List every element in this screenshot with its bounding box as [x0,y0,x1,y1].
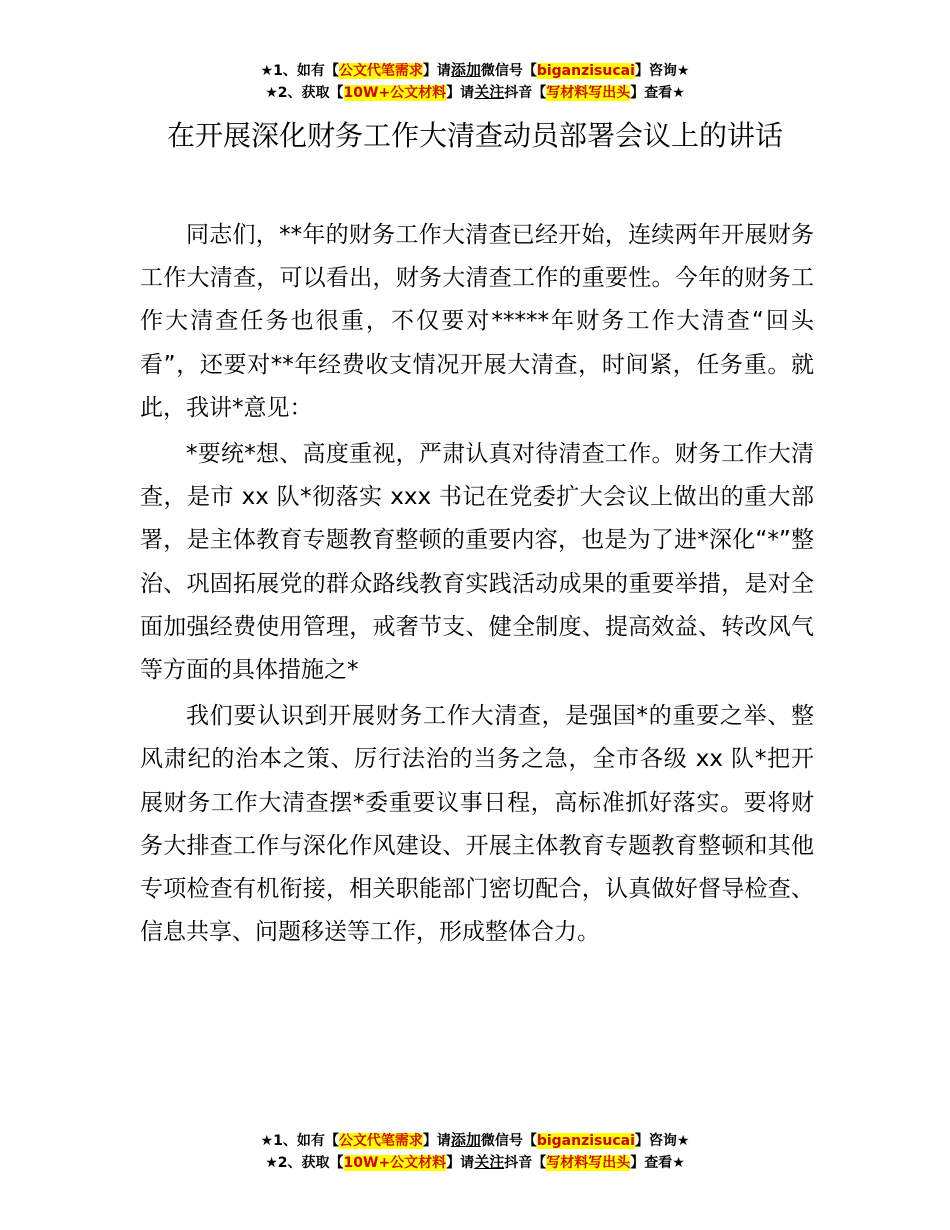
banner-emphasis: 关注 [474,83,505,101]
footer-banner [0,1129,950,1173]
banner-emphasis: 添加 [450,1131,481,1149]
banner-text: 】查看★ [630,1155,685,1171]
banner-highlight-douyin-id: 写材料写出头 [546,85,631,101]
banner-text: ★2、获取【 [265,85,344,101]
document-body [140,214,814,957]
banner-highlight-wechat-id: biganzisucai [536,63,635,79]
banner-highlight-materials: 10W+公文材料 [343,1155,447,1171]
banner-text: ★2、获取【 [265,1155,344,1171]
body-paragraph: *要统*想、高度重视，严肃认真对待清查工作。财务工作大清查，是市 xx 队*彻落实 xxx 书记在党委扩大会议上做出的重大部署，是主体教育专题教育整顿的重要内容，也是为了进*深化“*”整治、巩固拓展党的群众路线教育实践活动成果的重要举措，是对全面加强经费使用管理，戒奢节支、健全制度、提高效益、转改风气等方面的具体措施之* [140,441,814,684]
body-paragraph: 同志们，**年的财务工作大清查已经开始，连续两年开展财务工作大清查，可以看出，财务大清查工作的重要性。今年的财务工作大清查任务也很重，不仅要对*****年财务工作大清查“回头看”，还要对**年经费收支情况开展大清查，时间紧，任务重。就此，我讲*意见： [140,222,814,421]
banner-text: 】请 [422,1133,451,1149]
banner-text: 】查看★ [630,85,685,101]
document-title: 在开展深化财务工作大清查动员部署会议上的讲话 [166,119,783,152]
banner-text: 】咨询★ [634,63,690,79]
banner-emphasis: 关注 [474,1153,505,1171]
banner-emphasis: 添加 [450,61,481,79]
banner-line-1 [0,59,950,81]
banner-line-2 [0,1151,950,1173]
banner-highlight-wechat-id: biganzisucai [536,1133,635,1149]
banner-text: 微信号【 [480,1133,537,1149]
banner-highlight-service: 公文代笔需求 [338,63,423,79]
banner-highlight-materials: 10W+公文材料 [343,85,447,101]
banner-text: 】请 [422,63,451,79]
banner-highlight-douyin-id: 写材料写出头 [546,1155,631,1171]
header-banner [0,59,950,103]
banner-text: ★1、如有【 [260,63,339,79]
banner-text: 抖音【 [504,1155,547,1171]
banner-text: 】请 [446,1155,475,1171]
banner-highlight-service: 公文代笔需求 [338,1133,423,1149]
banner-text: 】咨询★ [634,1133,690,1149]
banner-text: 微信号【 [480,63,537,79]
banner-text: ★1、如有【 [260,1133,339,1149]
banner-text: 】请 [446,85,475,101]
banner-line-2 [0,81,950,103]
body-paragraph: 我们要认识到开展财务工作大清查，是强国*的重要之举、整风肃纪的治本之策、厉行法治的当务之急，全市各级 xx 队*把开展财务工作大清查摆*委重要议事日程，高标准抓好落实。要将财务大排查工作与深化作风建设、开展主体教育专题教育整顿和其他专项检查有机衔接，相关职能部门密切配合，认真做好督导检查、信息共享、问题移送等工作，形成整体合力。 [140,703,814,946]
banner-line-1 [0,1129,950,1151]
banner-text: 抖音【 [504,85,547,101]
